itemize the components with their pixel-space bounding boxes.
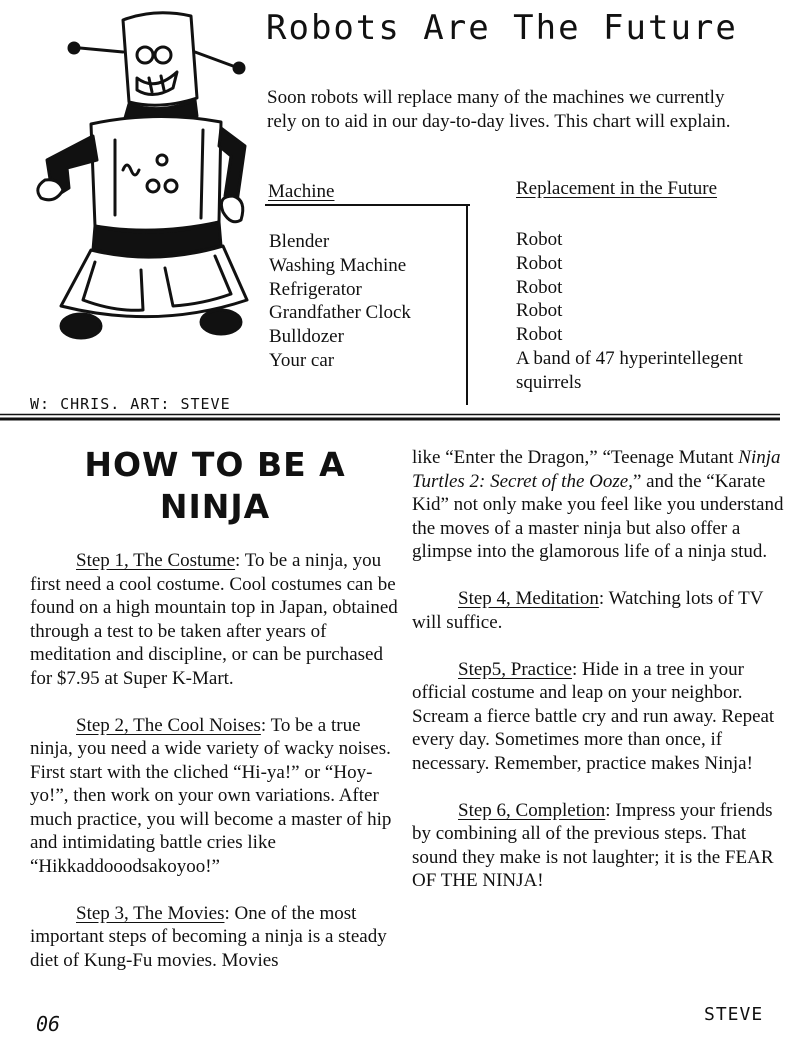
page-number: 06: [36, 1012, 61, 1036]
step-body: : Watching lots of TV will suffice.: [412, 588, 764, 633]
movies-continuation: [412, 446, 784, 564]
section-divider: [0, 413, 780, 421]
step-body: : Hide in a tree in your official costume and leap on your neighbor. Scream a fierce battle cry and run away. Repeat every day. Sometimes more than once, if necessary. Remember, practice makes Ninja!: [412, 658, 775, 774]
step-paragraph: [30, 902, 400, 973]
movie-title-italic: Ninja Turtles 2: Secret of the Ooze,: [412, 447, 781, 492]
movies-text: like “Enter the Dragon,” “Teenage Mutant: [412, 447, 739, 468]
machine-cell: Your car: [269, 349, 335, 371]
robot-illustration: [25, 0, 265, 345]
ninja-article-title: HOW TO BE A NINJA: [84, 445, 346, 526]
movies-text: ” and the “Karate Kid” not only make you feel like you understand the moves of a master ninja but also offer a glimpse into the glamorous life of a ninja stud.: [412, 470, 784, 562]
replacement-column: [516, 228, 786, 395]
machine-cell: Grandfather Clock: [269, 302, 411, 324]
step-body: : One of the most important steps of becoming a ninja is a steady diet of Kung-Fu movies. Movies: [30, 902, 387, 971]
machine-cell: Bulldozer: [269, 326, 344, 348]
step-paragraph: [412, 799, 784, 893]
step-heading: Step 3, The Movies: [76, 902, 225, 924]
robot-article-intro: Soon robots will replace many of the machines we currently rely on to aid in our day-to-day lives. This chart will explain.: [267, 87, 731, 132]
robot-article-credit: W: CHRIS. ART: STEVE: [30, 395, 231, 413]
step-body: : Impress your friends by combining all of the previous steps. That sound they make is not laughter; it is the FEAR OF THE NINJA!: [412, 799, 774, 891]
step-paragraph: [412, 658, 784, 776]
replacement-cell: Robot: [516, 229, 563, 250]
step-body: : To be a ninja, you first need a cool costume. Cool costumes can be found on a high mountain top in Japan, obtained through a test to be taken after years of meditation and discipline, or can be purchased for $7.95 at Super K-Mart.: [30, 550, 398, 689]
table-column-divider: [466, 205, 468, 405]
step-paragraph: [412, 587, 784, 634]
step-heading: Step5, Practice: [458, 658, 572, 680]
replacement-cell: Robot: [516, 276, 563, 298]
replacement-cell: Robot: [516, 300, 563, 322]
machine-cell: Washing Machine: [269, 254, 407, 276]
replacement-cell: Robot: [516, 252, 563, 274]
ninja-column-1: [30, 549, 400, 996]
artist-signature: STEVE: [704, 1004, 764, 1025]
step-heading: Step 2, The Cool Noises: [76, 714, 261, 736]
step-heading: Step 4, Meditation: [458, 588, 599, 609]
replacement-cell: A band of 47 hyperintellegent squirrels: [516, 347, 743, 393]
step-paragraph: [30, 549, 400, 690]
step-body: : To be a true ninja, you need a wide variety of wacky noises. First start with the cliched “Hi-ya!” or “Hoy-yo!”, then work on your own variations. After much practice, you will become a master of hip and intimidating battle cries like “Hikkaddooodsakoyoo!”: [30, 714, 392, 877]
machine-cell: Refrigerator: [269, 278, 362, 300]
machine-cell: Blender: [269, 231, 330, 252]
robot-article-title: Robots Are The Future: [266, 8, 738, 48]
step-paragraph: [30, 714, 400, 879]
step-heading: Step 1, The Costume: [76, 550, 236, 571]
step-heading: Step 6, Completion: [458, 799, 606, 821]
table-header-machine: Machine: [268, 181, 335, 202]
machine-column: [269, 230, 411, 373]
table-header-rule: [265, 204, 470, 206]
table-header-replacement: Replacement in the Future: [516, 178, 718, 199]
replacement-cell: Robot: [516, 324, 563, 346]
ninja-column-2: [412, 446, 784, 916]
